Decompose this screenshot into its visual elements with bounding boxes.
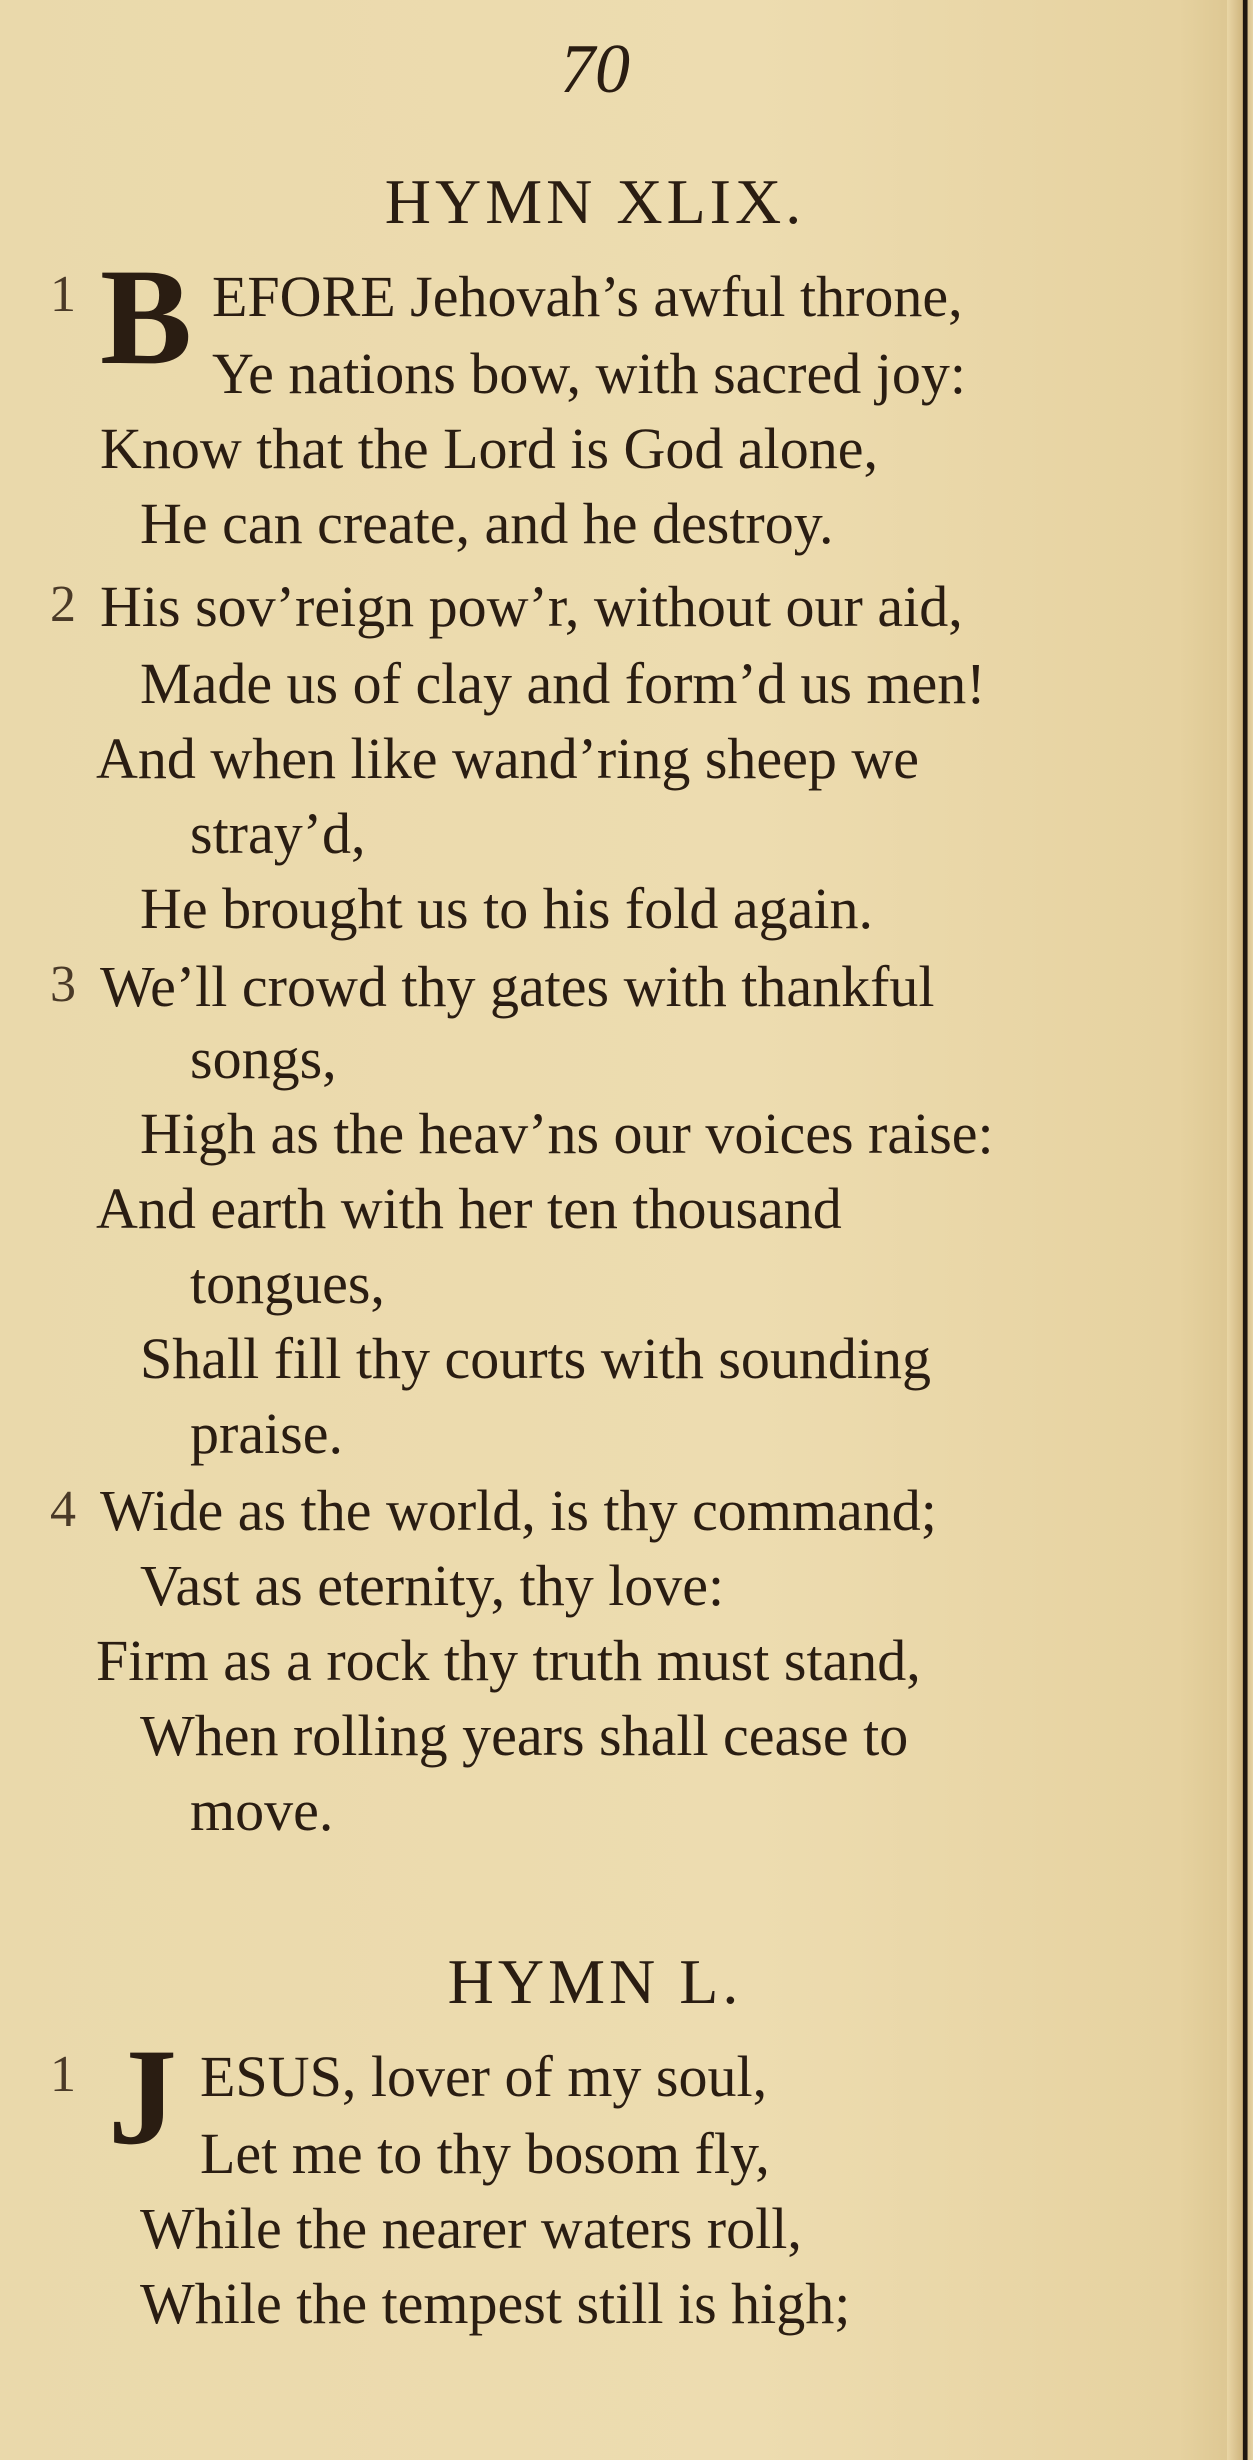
hymn-line: He can create, and he destroy. <box>140 491 834 556</box>
hymn-line: His sov’reign pow’r, without our aid, <box>100 574 963 639</box>
verse-number: 4 <box>50 1481 76 1538</box>
hymn-line: praise. <box>190 1401 343 1466</box>
hymn-line: stray’d, <box>190 801 366 866</box>
hymn-line: High as the heav’ns our voices raise: <box>140 1101 994 1166</box>
verse-number: 2 <box>50 576 76 633</box>
page-number: 70 <box>560 31 630 108</box>
hymn-line: Made us of clay and form’d us men! <box>140 651 986 716</box>
hymn-line: And earth with her ten thousand <box>96 1176 842 1241</box>
hymn-line: move. <box>190 1778 334 1843</box>
verse-number: 1 <box>50 2046 76 2103</box>
hymn-50-title: HYMN L. <box>447 1946 743 2017</box>
hymn-line: While the tempest still is high; <box>140 2271 851 2336</box>
hymn-line: Vast as eternity, thy love: <box>140 1553 725 1618</box>
hymn-line: tongues, <box>190 1251 385 1316</box>
verse-number: 1 <box>50 266 76 323</box>
hymn-line: songs, <box>190 1026 337 1091</box>
verse-number: 3 <box>50 956 76 1013</box>
hymn-49-title: HYMN XLIX. <box>384 166 806 237</box>
hymn-line: Know that the Lord is God alone, <box>100 416 879 481</box>
hymn-line: We’ll crowd thy gates with thankful <box>100 954 935 1019</box>
hymn-line: He brought us to his fold again. <box>140 876 873 941</box>
hymn-line: Shall fill thy courts with sounding <box>140 1326 932 1391</box>
hymn-line: When rolling years shall cease to <box>140 1703 909 1768</box>
hymn-line: Wide as the world, is thy command; <box>100 1478 937 1543</box>
page-edge <box>1227 0 1253 2460</box>
hymn-line: Let me to thy bosom fly, <box>200 2121 770 2186</box>
hymn-line: And when like wand’ring sheep we <box>96 726 920 791</box>
hymn-line: EFORE Jehovah’s awful throne, <box>212 264 963 329</box>
hymn-line: Firm as a rock thy truth must stand, <box>96 1628 921 1693</box>
dropcap: B <box>100 240 193 393</box>
hymn-line: ESUS, lover of my soul, <box>200 2044 768 2109</box>
hymn-line: While the nearer waters roll, <box>140 2196 802 2261</box>
hymn-line: Ye nations bow, with sacred joy: <box>212 341 966 406</box>
dropcap: J <box>108 2020 177 2173</box>
